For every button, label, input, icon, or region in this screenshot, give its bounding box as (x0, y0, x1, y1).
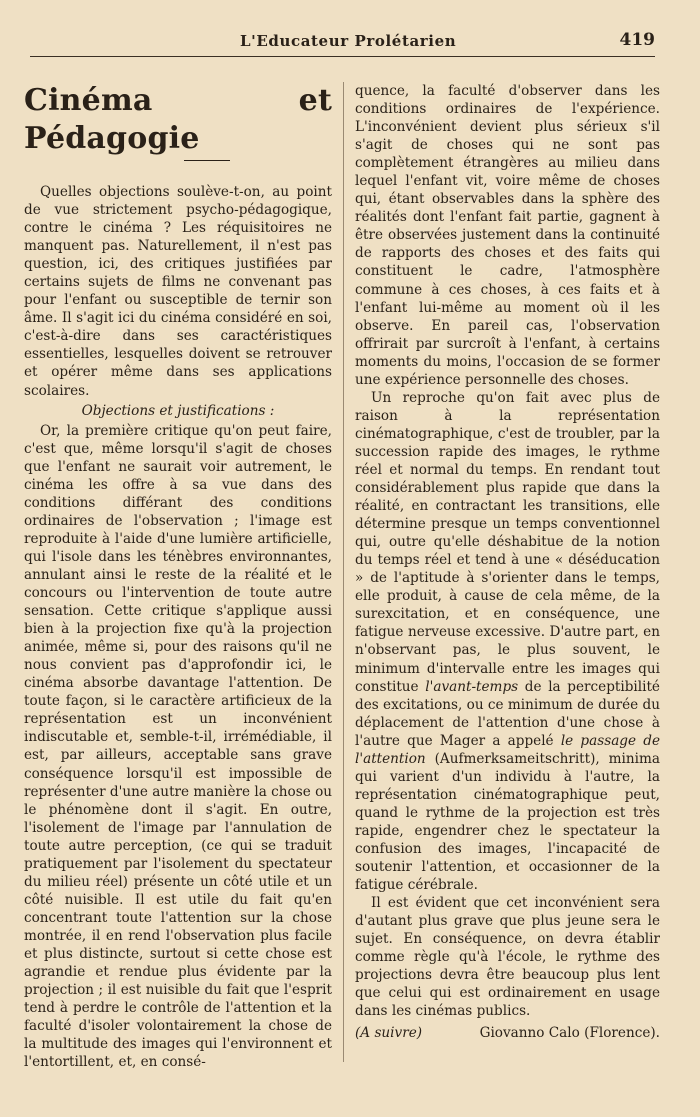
title-rule (184, 160, 230, 161)
left-column (24, 82, 332, 1071)
paragraph-2 (355, 389, 660, 894)
paragraph-2-part-a: Un reproche qu'on fait avec plus de raison à la représentation cinématographique, c'est de troubler, par la succession rapide des images, le rythme réel et normal du temps. En rendant tout considérablement plus rapide que dans la réalité, en contractant les transitions, elle détermine presque un temps conventionnel qui, outre qu'elle déshabitue de la notion du temps réel et tend à une « déséducation » de l'aptitude à s'orienter dans le temps, elle produit, à cause de cela même, de la surexcitation, et en conséquence, une fatigue nerveuse excessive. D'autre part, en n'observant pas, le plus souvent, le minimum d'intervalle entre les images qui constitue (355, 389, 660, 695)
paragraph-2-part-c: (Aufmerksameitschritt), minima qui varient d'un individu à l'autre, la représentation cinématographique peut, quand le rythme de la projection est très rapide, engendrer chez le spectateur la confusion des images, l'incapacité de soutenir l'attention, et occasionner de la fatigue cérébrale. (355, 750, 660, 894)
page-header (30, 30, 655, 57)
signature-line (355, 1024, 660, 1042)
author-name: Giovanno Calo (Florence). (479, 1025, 660, 1042)
page-number: 419 (619, 30, 655, 50)
term-passage-attention: le passage de l'attention (355, 732, 660, 767)
paragraph-1-continued: quence, la faculté d'observer dans les conditions ordinaires de l'expérience. L'inconvénient devient plus sérieux s'il s'agit de choses qui ne sont pas complètement étrangères au milieu dans lequel l'enfant vit, voire même de choses qui, étant observables dans la sphère des réalités dont l'enfant fait partie, gagnent à être observées justement dans la continuité de rapports des choses et des faits qui constituent le cadre, l'atmosphère commune à ces choses, à ces faits et à l'enfant lui-même au moment où il les observe. En pareil cas, l'observation offrirait par surcroît à l'enfant, à certains moments du moins, l'occasion de se former une expérience personnelle des choses. (355, 83, 660, 388)
paragraph-3: Il est évident que cet inconvénient sera d'autant plus grave que plus jeune sera le sujet. En conséquence, on devra établir comme règle qu'à l'école, le rythme des projections devra être beaucoup plus lent que celui qui est ordinairement en usage dans les cinémas publics. (355, 895, 660, 1020)
column-divider (343, 82, 344, 1062)
journal-title: L'Educateur Prolétarien (240, 32, 457, 50)
paragraph-1: Or, la première critique qu'on peut faire, c'est que, même lorsqu'il s'agit de choses que l'enfant ne saurait voir autrement, le cinéma les offre à sa vue dans des conditions différant des conditions ordinaires de l'observation ; l'image est reproduite à l'aide d'une lumière artificielle, qui l'isole dans les ténèbres environnantes, annulant ainsi le reste de la réalité et le concours ou l'intervention de toute autre sensation. Cette critique s'applique aussi bien à la projection fixe qu'à la projection animée, même si, pour des raisons qu'il ne nous convient pas d'approfondir ici, le cinéma absorbe davantage l'attention. De toute façon, si le caractère artificieux de la représentation est un inconvénient indiscutable et, semble-t-il, irrémédiable, il est, par ailleurs, acceptable sans grave conséquence lorsqu'il est impossible de représenter d'une autre manière la chose ou le phénomène dont il s'agit. En outre, l'isolement de l'image par l'annulation de toute autre perception, (ce qui se traduit pratiquement par l'isolement du spectateur du milieu réel) présente un côté utile et un côté nuisible. Il est utile du fait qu'en concentrant toute l'attention sur la chose montrée, il en rend l'observation plus facile et plus distincte, surtout si cette chose est agrandie et rendue plus évidente par la projection ; il est nuisible du fait que l'esprit tend à perdre le contrôle de l'attention et la faculté d'isoler volontairement la chose de la multitude des images qui l'environnent et l'entortillent, et, en consé- (24, 422, 333, 1071)
term-avant-temps: l'avant-temps (425, 678, 519, 695)
right-column (355, 82, 660, 1042)
subheading: Objections et justifications : (81, 402, 275, 419)
to-follow-note: (A suivre) (355, 1025, 423, 1042)
paragraph-2-part-b: de la perceptibilité des excitations, ou ce minimum de durée du déplacement de l'attention d'une chose à l'autre que Mager a appelé (355, 678, 660, 749)
intro-paragraph: Quelles objections soulève-t-on, au point de vue strictement psycho-pédagogique, contre le cinéma ? Les réquisitoires ne manquent pas. Naturellement, il n'est pas question, ici, des critiques justifiées par certains sujets de films ne convenant pas pour l'enfant ou susceptible de ternir son âme. Il s'agit ici du cinéma considéré en soi, c'est-à-dire dans ses caractéristiques essentielles, lesquelles doivent se retrouver et opérer même dans ses applications scolaires. (24, 184, 332, 399)
article-title: Cinéma et Pédagogie (24, 83, 332, 156)
